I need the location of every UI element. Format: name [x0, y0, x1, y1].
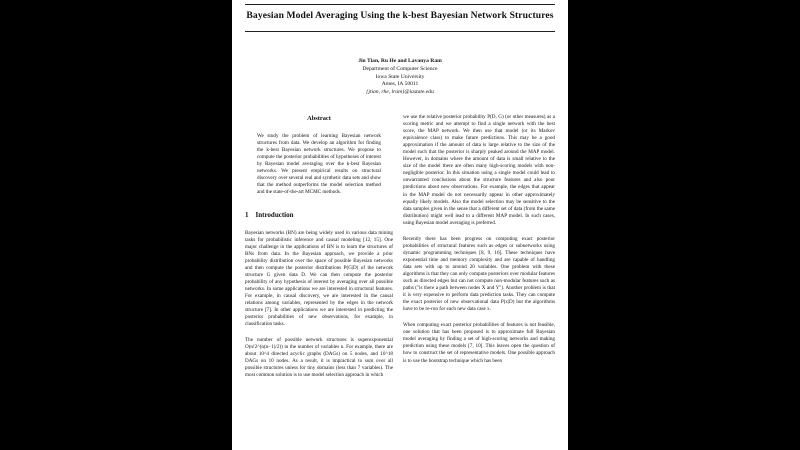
title-rule — [245, 31, 555, 32]
left-paragraph: The number of possible network structures is superexponential O(n!2^(n(n−1)/2)) in the number of variables n. For example, there are about 10^4 directed acyclic graphs (DAGs) on 5 nodes, and 10^18 DAGs on 10 nodes. As a result, it is impractical to sum over all possible structures unless for tiny domains (less than 7 variables). The most common solution is to use model selection approach in which — [245, 337, 393, 379]
department: Department of Computer Science — [362, 65, 438, 72]
university: Iowa State University — [375, 73, 425, 80]
section-title: Introduction — [255, 211, 294, 220]
section-heading — [245, 212, 393, 219]
left-paragraph: Bayesian networks (BN) are being widely used in various data mining tasks for probabilistic inference and causal modeling [12, 15]. One major challenge in the applications of BN is to learn the structures of BNs from data. In the Bayesian approach, we provide a prior probability distribution over the space of possible Bayesian networks and then compute the posterior distributions P(G|D) of the network structure G given data D. We can then compute the posterior probability of any hypothesis of interest by averaging over all possible networks. In some applications we are interested in structural features. For example, in causal discovery, we are interested in the causal relations among variables, represented by the edges in the network structure [7]. In other applications we are interested in predicting the posterior probabilities of new observations, for example, in classification tasks. — [245, 229, 393, 328]
author-block — [232, 58, 568, 97]
section-number: 1 — [245, 211, 249, 220]
top-rule — [245, 4, 555, 5]
abstract-heading: Abstract — [307, 115, 331, 122]
right-paragraph: When computing exact posterior probabilities of features is not feasible, one solution that has been proposed is to approximate full Bayesian model averaging by finding a set of high-scoring networks and making prediction using these models [7, 10]. This leaves open the question of how to construct the set of representative models. One possible approach is to use the bootstrap technique which has been — [403, 322, 555, 364]
right-column — [403, 114, 555, 368]
left-column — [245, 115, 393, 382]
paper-page — [232, 0, 568, 450]
email: {jtian, rhe, lram}@iastate.edu — [366, 89, 434, 96]
author-names: Jin Tian, Ru He and Lavanya Ram — [358, 58, 442, 64]
abstract-text: We study the problem of learning Bayesian network structures from data. We develop an algorithm for finding the k-best Bayesian network structures. We propose to compute the posterior probabilities of hypotheses of interest by Bayesian model averaging over the k-best Bayesian networks. We present empirical results on structural discovery over several real and synthetic data sets and show that the method outperforms the model selection method and the state-of-the-art MCMC methods. — [257, 133, 381, 196]
right-paragraph: we use the relative posterior probability P(D, G) (or other measures) as a scoring metric and we attempt to find a single network with the best score, the MAP network. We then use that model (or its Markov equivalence class) to make future predictions. This may be a good approximation if the amount of data is large relative to the size of the model such that the posterior is sharply peaked around the MAP model. However, in domains where the amount of data is small relative to the size of the model there are often many high-scoring models with non-negligible posterior. In this situation using a single model could lead to unwarranted conclusions about the structure features and also poor predictions about new observations. For example, the edges that appear in the MAP model do not necessarily appear in other approximately equally likely models. Also the model selection may be sensitive to the data samples given in the sense that a different set of data (from the same distribution) might well lead to a different MAP model. In such cases, using Bayesian model averaging is preferred. — [403, 114, 555, 226]
right-paragraph: Recently there has been progress on computing exact posterior probabilities of structural features such as edges or subnetworks using dynamic programming techniques [8, 9, 16]. These techniques have exponential time and memory complexity and are capable of handling data sets with up to around 20 variables. One problem with these algorithms is that they can only compute posteriors over modular features such as directed edges but can not compute non-modular features such as paths ("is there a path between nodes X and Y"). Another problem is that it is very expensive to perform data prediction tasks. They can compute the exact posterior of new observational data P(x|D) but the algorithms have to be re-run for each new data case x. — [403, 235, 555, 313]
paper-title: Bayesian Model Averaging Using the k-best Bayesian Network Structures — [246, 10, 554, 21]
location: Ames, IA 50011 — [381, 81, 419, 88]
